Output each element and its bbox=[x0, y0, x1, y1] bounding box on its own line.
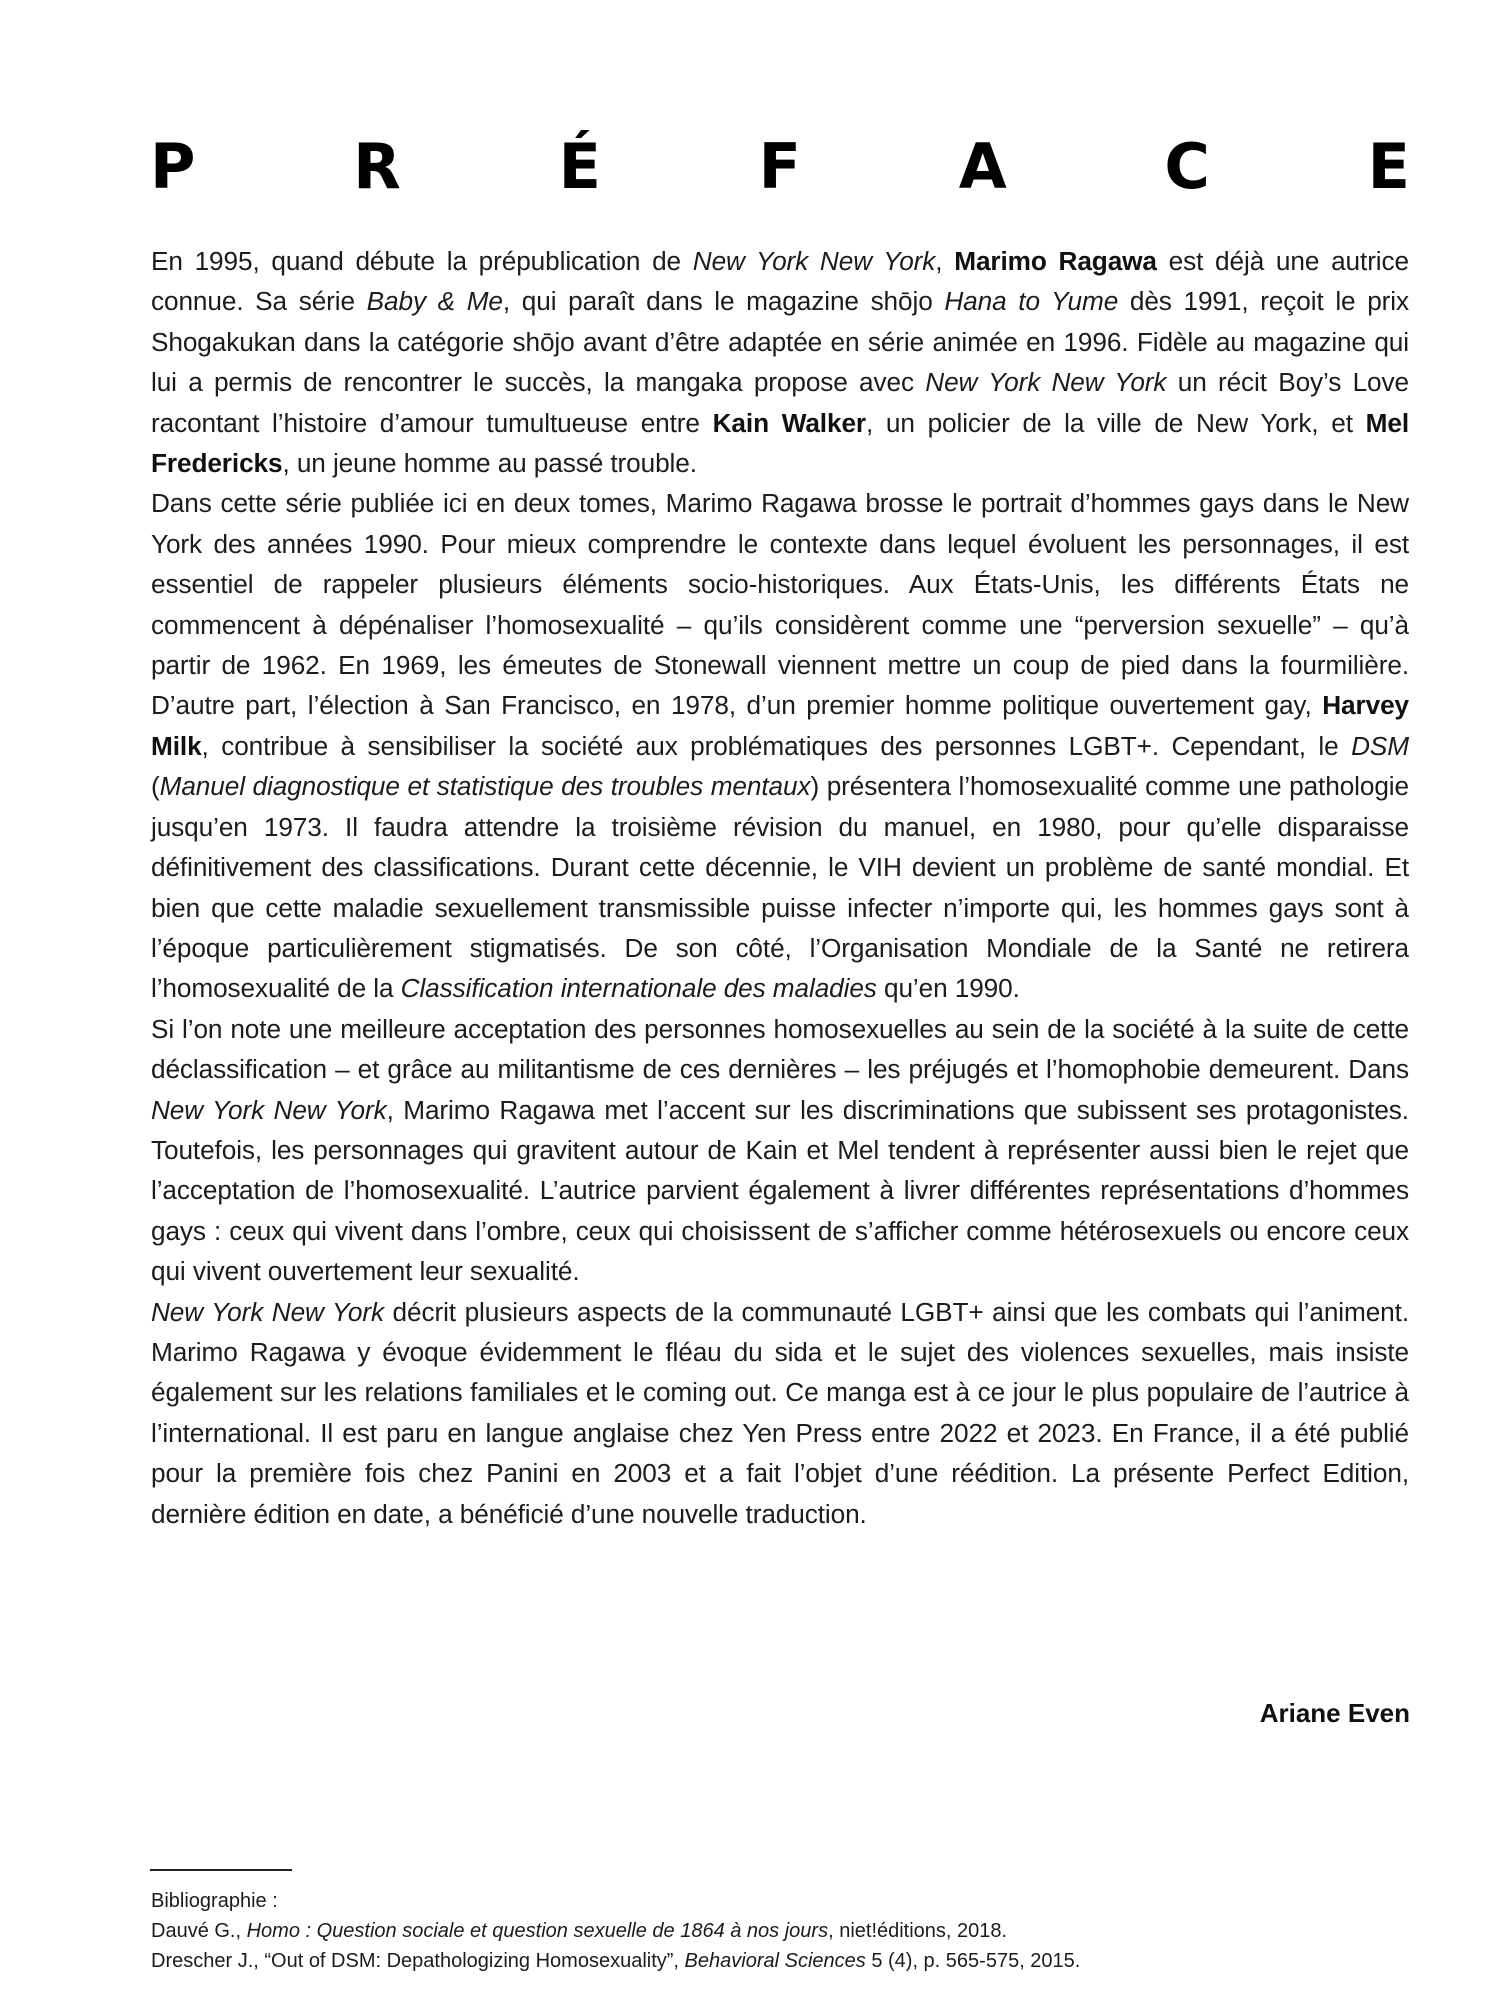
text-run: 5 (4), p. 565-575, 2015. bbox=[865, 1950, 1081, 1972]
text-run: En 1995, quand débute la prépublication de bbox=[151, 246, 693, 276]
title-letter: C bbox=[1164, 129, 1210, 203]
text-run: Dans cette série publiée ici en deux tomes, Marimo Ragawa brosse le portrait d’hommes gays dans le New York des années 1990. Pour mieux comprendre le contexte dans lequel évoluent les personnages, il est essentiel de rappeler plusieurs éléments socio-historiques. Aux États-Unis, les différents États ne commencent à dépénaliser l’homosexualité – qu’ils considèrent comme une “perversion sexuelle” – qu’à partir de 1962. En 1969, les émeutes de Stonewall viennent mettre un coup de pied dans la fourmilière. D’autre part, l’élection à San Francisco, en 1978, d’un premier homme politique ouvertement gay, bbox=[151, 488, 1409, 721]
text-run: qu’en 1990. bbox=[876, 973, 1020, 1004]
text-run: dès 1991, reçoit le prix Shogakukan dans la catégorie shōjo avant d’être adaptée en série animée en 1996. Fidèle au magazine qui lui a permis de rencontrer le succès, la mangaka propose avec bbox=[151, 286, 1410, 398]
text-run: décrit plusieurs aspects de la communauté LGBT+ ainsi que les combats qui l’animent. Marimo Ragawa y évoque évidemment le fléau du sida et le sujet des violences sexuelles, mais insiste également sur les relations familiales et le coming out. Ce manga est à ce jour le plus populaire de l’autrice à l’international. Il est paru en langue anglaise chez Yen Press entre 2022 et 2023. En France, il a été publié pour la première fois chez Panini en 2003 et a fait l’objet d’une réédition. La présente Perfect Edition, dernière édition en date, a bénéficié d’une nouvelle traduction. bbox=[151, 1296, 1409, 1529]
italic-text: Baby & Me bbox=[366, 286, 503, 317]
text-run: ( bbox=[151, 771, 160, 802]
italic-text: New York New York bbox=[925, 367, 1167, 398]
paragraph bbox=[151, 483, 1409, 1008]
text-run: , Marimo Ragawa met l’accent sur les discriminations que subissent ses protagonistes. Toutefois, les personnages qui gravitent autour de Kain et Mel tendent à représenter aussi bien le rejet que l’acceptation de l’homosexualité. L’autrice parvient également à livrer différentes représentations d’hommes gays : ceux qui vivent dans l’ombre, ceux qui choisissent de s’afficher comme hétérosexuels ou encore ceux qui vivent ouvertement leur sexualité. bbox=[151, 1094, 1409, 1287]
bibliography-entry bbox=[151, 1946, 1401, 1976]
text-run: est déjà une autrice connue. Sa série bbox=[151, 246, 1409, 317]
italic-text: Homo : Question sociale et question sexuelle de 1864 à nos jours bbox=[246, 1920, 829, 1942]
italic-text: Behavioral Sciences bbox=[684, 1950, 866, 1972]
italic-text: Manuel diagnostique et statistique des troubles mentaux bbox=[159, 771, 811, 802]
bold-text: Kain Walker bbox=[712, 407, 867, 438]
bold-text: Harvey Milk bbox=[151, 690, 1409, 761]
title-letter: R bbox=[353, 129, 401, 203]
preface-body bbox=[151, 241, 1409, 1534]
text-run: , contribue à sensibiliser la société aux problématiques des personnes LGBT+. Cependant, le bbox=[201, 730, 1352, 761]
title-letter: É bbox=[558, 129, 601, 203]
text-run: un récit Boy’s Love racontant l’histoire d’amour tumultueuse entre bbox=[151, 367, 1409, 438]
italic-text: Hana to Yume bbox=[944, 286, 1119, 317]
bold-text: Marimo Ragawa bbox=[954, 246, 1157, 276]
text-run: , un policier de la ville de New York, et bbox=[866, 407, 1366, 438]
paragraph bbox=[151, 1292, 1409, 1534]
text-run: Si l’on note une meilleure acceptation des personnes homosexuelles au sein de la société à la suite de cette déclassification – et grâce au militantisme de ces dernières – les préjugés et l’homophobie demeurent. Dans bbox=[151, 1013, 1409, 1085]
text-run: ) présentera l’homosexualité comme une pathologie jusqu’en 1973. Il faudra attendre la troisième révision du manuel, en 1980, pour qu’elle disparaisse définitivement des classifications. Durant cette décennie, le VIH devient un problème de santé mondial. Et bien que cette maladie sexuellement transmissible puisse infecter n’importe qui, les hommes gays sont à l’époque particulièrement stigmatisés. De son côté, l’Organisation Mondiale de la Santé ne retirera l’homosexualité de la bbox=[151, 771, 1409, 1004]
italic-text: Classification internationale des maladies bbox=[400, 973, 877, 1004]
text-run: , bbox=[935, 246, 955, 276]
title-letter: P bbox=[150, 129, 196, 203]
bibliography-entry bbox=[151, 1916, 1401, 1946]
text-run: , niet!éditions, 2018. bbox=[828, 1920, 1008, 1942]
page-title bbox=[150, 129, 1410, 203]
text-run: Drescher J., “Out of DSM: Depathologizing Homosexuality”, bbox=[151, 1950, 685, 1972]
paragraph bbox=[151, 241, 1409, 483]
bold-text: Mel Fredericks bbox=[151, 407, 1409, 479]
title-letter: F bbox=[758, 129, 802, 203]
text-run: , qui paraît dans le magazine shōjo bbox=[502, 286, 945, 317]
italic-text: New York New York bbox=[151, 1094, 387, 1125]
footnote-divider bbox=[150, 1869, 292, 1871]
italic-text: New York New York bbox=[151, 1296, 384, 1327]
text-run: , un jeune homme au passé trouble. bbox=[282, 448, 697, 479]
bibliography-heading: Bibliographie : bbox=[151, 1890, 278, 1912]
italic-text: New York New York bbox=[692, 246, 936, 276]
bibliography bbox=[151, 1886, 1401, 1976]
title-letter: A bbox=[958, 129, 1007, 203]
italic-text: DSM bbox=[1351, 730, 1409, 761]
title-letter: E bbox=[1367, 129, 1410, 203]
text-run: Dauvé G., bbox=[151, 1920, 247, 1942]
paragraph bbox=[151, 1009, 1409, 1292]
author-signature: Ariane Even bbox=[1259, 1698, 1410, 1728]
